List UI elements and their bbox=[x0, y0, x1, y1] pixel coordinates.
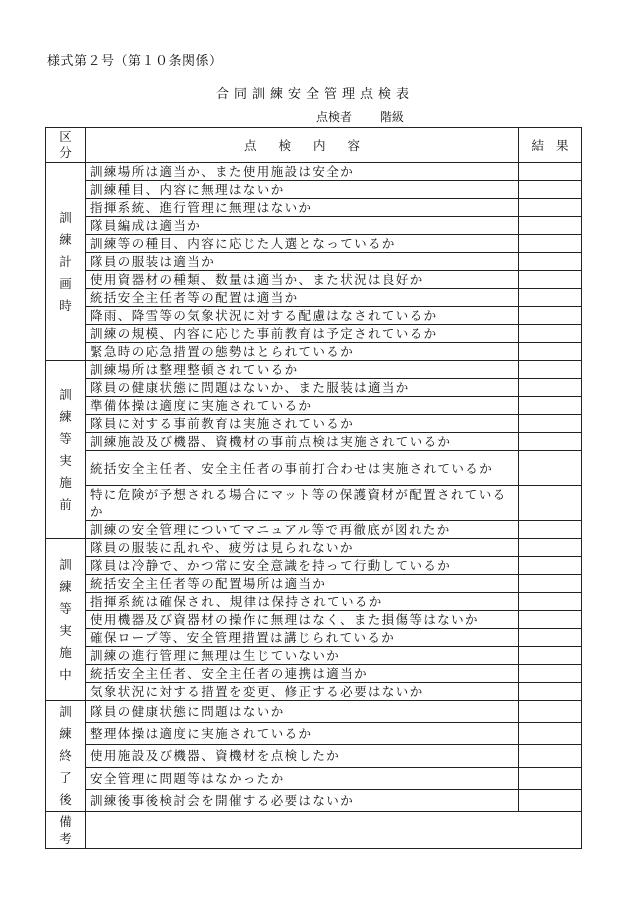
check-item: 統括安全主任者等の配置場所は適当か bbox=[86, 575, 519, 593]
inspector-line bbox=[316, 108, 404, 125]
check-item: 訓練場所は整理整頓されているか bbox=[86, 361, 519, 379]
result-cell[interactable] bbox=[519, 343, 582, 361]
result-cell[interactable] bbox=[519, 593, 582, 611]
result-cell[interactable] bbox=[519, 433, 582, 451]
check-item: 隊員は冷静で、かつ常に安全意識を持って行動しているか bbox=[86, 557, 519, 575]
result-cell[interactable] bbox=[519, 163, 582, 181]
inspector-label: 点検者 bbox=[316, 110, 353, 124]
category-char: 実 bbox=[59, 452, 72, 468]
table-row bbox=[46, 343, 582, 361]
remarks-char: 備 bbox=[59, 814, 72, 829]
result-cell[interactable] bbox=[519, 451, 582, 486]
check-item: 隊員の服装は適当か bbox=[86, 253, 519, 271]
check-item: 使用施設及び機器、資機材を点検したか bbox=[86, 745, 519, 767]
check-item: 緊急時の応急措置の態勢はとられているか bbox=[86, 343, 519, 361]
table-row bbox=[46, 593, 582, 611]
result-cell[interactable] bbox=[519, 767, 582, 789]
category-planning bbox=[46, 163, 86, 361]
table-row bbox=[46, 611, 582, 629]
check-item: 指揮系統は確保され、規律は保持されているか bbox=[86, 593, 519, 611]
table-row bbox=[46, 665, 582, 683]
category-char: 時 bbox=[59, 297, 72, 313]
result-cell[interactable] bbox=[519, 647, 582, 665]
check-item: 統括安全主任者、安全主任者の事前打合わせは実施されているか bbox=[86, 451, 519, 486]
check-item: 気象状況に対する措置を変更、修正する必要はないか bbox=[86, 683, 519, 701]
category-char: 前 bbox=[59, 496, 72, 512]
result-cell[interactable] bbox=[519, 181, 582, 199]
category-char: 練 bbox=[59, 578, 72, 594]
check-item: 統括安全主任者等の配置は適当か bbox=[86, 289, 519, 307]
category-during bbox=[46, 539, 86, 701]
result-cell[interactable] bbox=[519, 486, 582, 521]
header-result: 結果 bbox=[519, 128, 582, 163]
table-row bbox=[46, 539, 582, 557]
table-row bbox=[46, 629, 582, 647]
result-cell[interactable] bbox=[519, 557, 582, 575]
result-cell[interactable] bbox=[519, 745, 582, 767]
remarks-label bbox=[46, 812, 86, 849]
category-char: 施 bbox=[59, 644, 72, 660]
table-header-row bbox=[46, 128, 582, 163]
result-cell[interactable] bbox=[519, 539, 582, 557]
category-char: 画 bbox=[59, 275, 72, 291]
remarks-char: 考 bbox=[59, 831, 72, 846]
category-char: 等 bbox=[59, 430, 72, 446]
check-item: 使用資器材の種類、数量は適当か、また状況は良好か bbox=[86, 271, 519, 289]
check-item: 訓練の安全管理についてマニュアル等で再徹底が図れたか bbox=[86, 521, 519, 539]
header-category bbox=[46, 128, 86, 163]
check-item: 訓練の進行管理に無理は生じていないか bbox=[86, 647, 519, 665]
category-char: 練 bbox=[59, 726, 72, 741]
category-char: 練 bbox=[59, 231, 72, 247]
result-cell[interactable] bbox=[519, 683, 582, 701]
result-cell[interactable] bbox=[519, 325, 582, 343]
result-cell[interactable] bbox=[519, 397, 582, 415]
category-char: 施 bbox=[59, 474, 72, 490]
table-row bbox=[46, 521, 582, 539]
category-char: 計 bbox=[59, 253, 72, 269]
header-category-char: 分 bbox=[59, 145, 72, 160]
table-row bbox=[46, 557, 582, 575]
category-char: 了 bbox=[59, 770, 72, 785]
result-cell[interactable] bbox=[519, 723, 582, 745]
category-after bbox=[46, 701, 86, 812]
remarks-field[interactable] bbox=[86, 812, 582, 849]
table-row bbox=[46, 683, 582, 701]
table-row bbox=[46, 253, 582, 271]
category-char: 実 bbox=[59, 622, 72, 638]
table-row bbox=[46, 217, 582, 235]
check-item: 隊員の健康状態に問題はないか、また服装は適当か bbox=[86, 379, 519, 397]
result-cell[interactable] bbox=[519, 701, 582, 723]
table-row bbox=[46, 325, 582, 343]
result-cell[interactable] bbox=[519, 575, 582, 593]
result-cell[interactable] bbox=[519, 199, 582, 217]
check-item: 特に危険が予想される場合にマット等の保護資材が配置されているか bbox=[86, 486, 519, 521]
result-cell[interactable] bbox=[519, 415, 582, 433]
table-row bbox=[46, 289, 582, 307]
form-title: 合同訓練安全管理点検表 bbox=[215, 87, 414, 102]
table-row bbox=[46, 163, 582, 181]
result-cell[interactable] bbox=[519, 217, 582, 235]
category-char: 訓 bbox=[59, 556, 72, 572]
check-item: 安全管理に問題等はなかったか bbox=[86, 767, 519, 789]
result-cell[interactable] bbox=[519, 307, 582, 325]
table-row bbox=[46, 397, 582, 415]
table-row bbox=[46, 415, 582, 433]
table-row bbox=[46, 789, 582, 811]
result-cell[interactable] bbox=[519, 521, 582, 539]
table-row bbox=[46, 433, 582, 451]
check-item: 統括安全主任者、安全主任者の連携は適当か bbox=[86, 665, 519, 683]
category-char: 訓 bbox=[59, 704, 72, 719]
table-row bbox=[46, 451, 582, 486]
category-char: 後 bbox=[59, 792, 72, 807]
result-cell[interactable] bbox=[519, 629, 582, 647]
check-item: 隊員編成は適当か bbox=[86, 217, 519, 235]
table-row bbox=[46, 701, 582, 723]
check-item: 訓練場所は適当か、また使用施設は安全か bbox=[86, 163, 519, 181]
check-item: 訓練施設及び機器、資機材の事前点検は実施されているか bbox=[86, 433, 519, 451]
result-cell[interactable] bbox=[519, 665, 582, 683]
table-row bbox=[46, 486, 582, 521]
result-cell[interactable] bbox=[519, 253, 582, 271]
table-row bbox=[46, 723, 582, 745]
check-item: 降雨、降雪等の気象状況に対する配慮はなされているか bbox=[86, 307, 519, 325]
result-cell[interactable] bbox=[519, 379, 582, 397]
check-item: 確保ロープ等、安全管理措置は講じられているか bbox=[86, 629, 519, 647]
rank-label: 階級 bbox=[379, 110, 404, 124]
check-item: 使用機器及び資器材の操作に無理はなく、また損傷等はないか bbox=[86, 611, 519, 629]
category-char: 訓 bbox=[59, 209, 72, 225]
result-cell[interactable] bbox=[519, 235, 582, 253]
category-char: 終 bbox=[59, 748, 72, 763]
check-item: 隊員に対する事前教育は実施されているか bbox=[86, 415, 519, 433]
category-before bbox=[46, 361, 86, 539]
check-item: 訓練後事後検討会を開催する必要はないか bbox=[86, 789, 519, 811]
table-row bbox=[46, 361, 582, 379]
check-item: 訓練等の種目、内容に応じた人選となっているか bbox=[86, 235, 519, 253]
table-row bbox=[46, 181, 582, 199]
category-char: 訓 bbox=[59, 386, 72, 402]
check-item: 訓練種目、内容に無理はないか bbox=[86, 181, 519, 199]
check-item: 隊員の服装に乱れや、疲労は見られないか bbox=[86, 539, 519, 557]
check-item: 指揮系統、進行管理に無理はないか bbox=[86, 199, 519, 217]
header-content: 点検内容 bbox=[86, 128, 519, 163]
result-cell[interactable] bbox=[519, 271, 582, 289]
table-row bbox=[46, 271, 582, 289]
check-item: 準備体操は適度に実施されているか bbox=[86, 397, 519, 415]
result-cell[interactable] bbox=[519, 611, 582, 629]
check-item: 整理体操は適度に実施されているか bbox=[86, 723, 519, 745]
result-cell[interactable] bbox=[519, 789, 582, 811]
table-row bbox=[46, 307, 582, 325]
category-char: 中 bbox=[59, 666, 72, 682]
check-item: 隊員の健康状態に問題はないか bbox=[86, 701, 519, 723]
inspection-table bbox=[45, 127, 582, 849]
table-row bbox=[46, 745, 582, 767]
check-item: 訓練の規模、内容に応じた事前教育は予定されているか bbox=[86, 325, 519, 343]
category-char: 等 bbox=[59, 600, 72, 616]
table-row bbox=[46, 767, 582, 789]
table-row bbox=[46, 379, 582, 397]
form-number: 様式第２号（第１０条関係） bbox=[47, 54, 223, 69]
category-char: 練 bbox=[59, 408, 72, 424]
header-category-char: 区 bbox=[59, 129, 72, 144]
table-row bbox=[46, 575, 582, 593]
result-cell[interactable] bbox=[519, 361, 582, 379]
table-row bbox=[46, 235, 582, 253]
table-row bbox=[46, 199, 582, 217]
remarks-row bbox=[46, 812, 582, 849]
table-row bbox=[46, 647, 582, 665]
result-cell[interactable] bbox=[519, 289, 582, 307]
